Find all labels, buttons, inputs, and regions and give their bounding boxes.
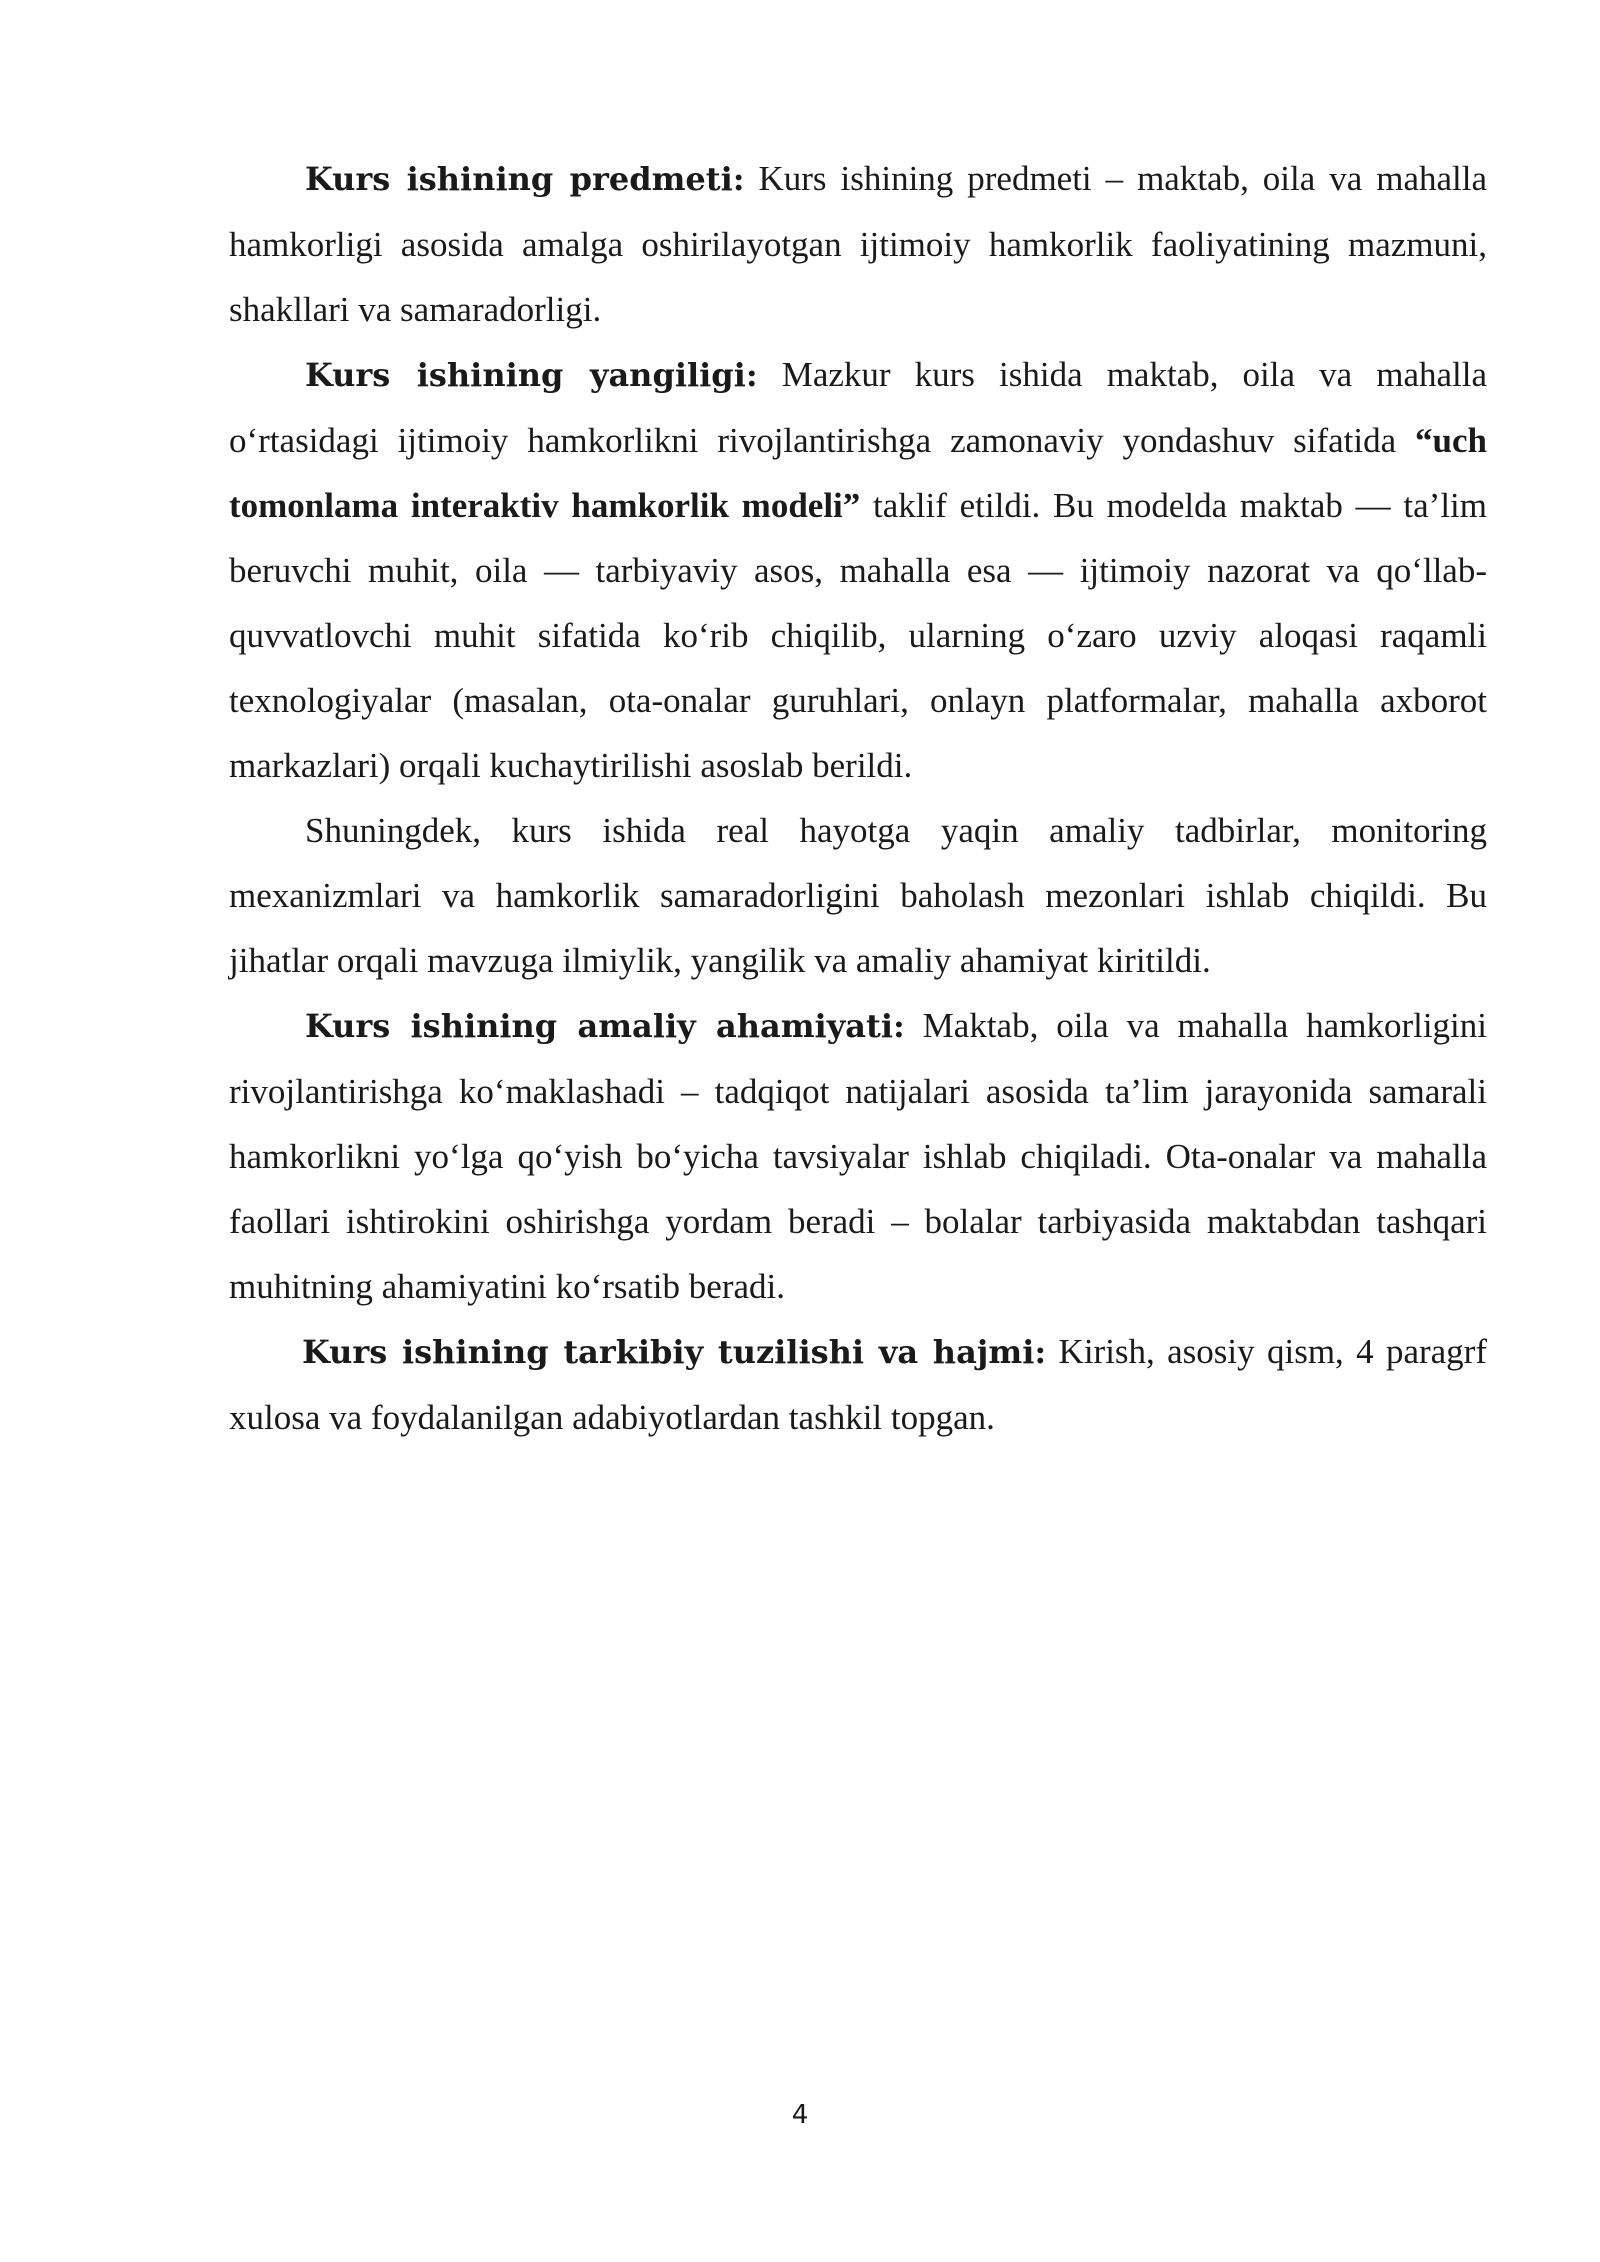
paragraph-structure-heading: Kurs ishining tarkibiy tuzilishi va hajmi: xyxy=(302,1333,1047,1371)
paragraph-novelty-heading: Kurs ishining yangiligi: xyxy=(305,356,758,394)
paragraph-novelty-text-continued: taklif etildi. Bu modelda maktab — ta’lim beruvchi muhit, oila — tarbiyaviy asos, mahalla esa — ijtimoiy nazorat va qoʻllab-quvvatlovchi muhit sifatida koʻrib chiqilib, ularning oʻzaro uzviy aloqasi raqamli texnologiyalar (masalan, ota-onalar guruhlari, onlayn platformalar, mahalla axborot markazlari) orqali kuchaytirilishi asoslab berildi. xyxy=(229,486,1487,785)
paragraph-additionally-text: Shuningdek, kurs ishida real hayotga yaqin amaliy tadbirlar, monitoring mexanizmlari va hamkorlik samaradorligini baholash mezonlari ishlab chiqildi. Bu jihatlar orqali mavzuga ilmiylik, yangilik va amaliy ahamiyat kiritildi. xyxy=(229,811,1487,980)
paragraph-subject-text: Kurs ishining predmeti – maktab, oila va mahalla hamkorligi asosida amalga oshirilayotgan ijtimoiy hamkorlik faoliyatining mazmuni, shakllari va samaradorligi. xyxy=(229,159,1488,329)
paragraph-subject xyxy=(229,146,1487,342)
paragraph-novelty xyxy=(229,342,1487,798)
paragraph-practical-significance-heading: Kurs ishining amaliy ahamiyati: xyxy=(305,1007,905,1045)
paragraph-practical-significance xyxy=(229,993,1487,1319)
paragraph-novelty-text: Mazkur kurs ishida maktab, oila va mahalla oʻrtasidagi ijtimoiy hamkorlikni rivojlantirishga zamonaviy yondashuv sifatida xyxy=(229,355,1487,460)
page-number: 4 xyxy=(791,2100,809,2130)
paragraph-structure xyxy=(229,1319,1487,1450)
paragraph-subject-heading: Kurs ishining predmeti: xyxy=(305,160,745,198)
document-body xyxy=(229,146,1487,1450)
paragraph-practical-significance-text: Maktab, oila va mahalla hamkorligini rivojlantirishga koʻmaklashadi – tadqiqot natijalari asosida ta’lim jarayonida samarali hamkorlikni yoʻlga qoʻyish boʻyicha tavsiyalar ishlab chiqiladi. Ota-onalar va mahalla faollari ishtirokini oshirishga yordam beradi – bolalar tarbiyasida maktabdan tashqari muhitning ahamiyatini koʻrsatib beradi. xyxy=(229,1006,1487,1306)
paragraph-structure-text: Kirish, asosiy qism, 4 paragrf xulosa va foydalanilgan adabiyotlardan tashkil topgan. xyxy=(229,1332,1487,1437)
paragraph-additionally xyxy=(229,798,1487,993)
paragraph-novelty-emphasis: “uch tomonlama interaktiv hamkorlik modeli” xyxy=(229,421,1487,525)
